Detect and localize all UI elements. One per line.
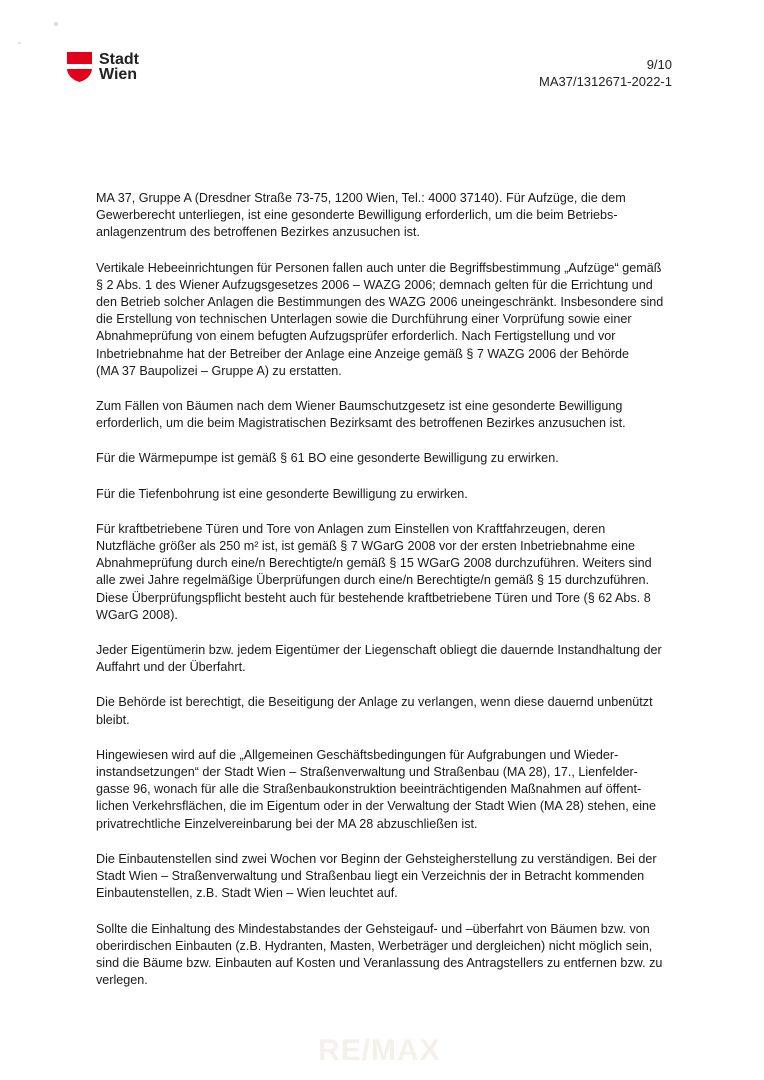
paragraph-mindestabstand: [96, 921, 681, 990]
paragraph-agb: [96, 747, 681, 833]
text-line: Die Einbautenstellen sind zwei Wochen vor Beginn der Gehsteigherstellung zu verständigen. Bei der: [96, 851, 657, 866]
text-line: gasse 96, wonach für alle die Straßenbaukonstruktion beeinträchtigenden Maßnahmen auf öffent-: [96, 782, 642, 797]
text-line: Für die Wärmepumpe ist gemäß § 61 BO eine gesonderte Bewilligung zu erwirken.: [96, 451, 559, 466]
text-line: Vertikale Hebeeinrichtungen für Personen fallen auch unter die Begriffsbestimmung „Aufzüge“ gemäß: [96, 260, 662, 275]
text-line: § 2 Abs. 1 des Wiener Aufzugsgesetzes 2006 – WAZG 2006; demnach gelten für die Errichtung und: [96, 277, 653, 292]
text-line: die Erstellung von technischen Unterlagen sowie die Durchführung einer Vorprüfung sowie einer: [96, 312, 632, 327]
paragraph-einbautenstellen: [96, 851, 681, 903]
text-line: Einbautenstellen, z.B. Stadt Wien – Wien leuchtet auf.: [96, 886, 398, 901]
text-line: Gewerberecht unterliegen, ist eine gesonderte Bewilligung erforderlich, um die beim Betriebs-: [96, 208, 618, 223]
text-line: Für die Tiefenbohrung ist eine gesonderte Bewilligung zu erwirken.: [96, 486, 468, 501]
logo-line-1: Stadt: [99, 51, 139, 68]
paragraph-tiefenbohrung: [96, 486, 681, 503]
text-line: Nutzfläche größer als 250 m² ist, ist gemäß § 7 WGarG 2008 vor der ersten Inbetriebnahme eine: [96, 539, 635, 554]
text-line: MA 37, Gruppe A (Dresdner Straße 73-75, 1200 Wien, Tel.: 4000 37140). Für Aufzüge, die dem: [96, 191, 626, 205]
text-line: verlegen.: [96, 973, 148, 988]
text-line: Stadt Wien – Straßenverwaltung und Straßenbau liegt ein Verzeichnis der in Betracht kommenden: [96, 869, 645, 884]
text-line: (MA 37 Baupolizei – Gruppe A) zu erstatten.: [96, 363, 342, 378]
text-line: Auffahrt und der Überfahrt.: [96, 660, 246, 675]
text-line: Jeder Eigentümerin bzw. jedem Eigentümer der Liegenschaft obliegt die dauernde Instandhaltung der: [96, 643, 662, 658]
text-line: lichen Verkehrsflächen, die im Eigentum oder in der Verwaltung der Stadt Wien (MA 28) stehen, eine: [96, 799, 657, 814]
logo-line-2: Wien: [99, 66, 138, 83]
remax-watermark: RE/MAX: [318, 1034, 441, 1067]
text-line: instandsetzungen“ der Stadt Wien – Straßenverwaltung und Straßenbau (MA 28), 17., Lienfelder-: [96, 765, 638, 780]
scan-speck: [18, 42, 21, 44]
paragraph-baumschutz: [96, 398, 681, 432]
paragraph-tore: [96, 521, 681, 624]
text-line: oberirdischen Einbauten (z.B. Hydranten, Masten, Werbeträger und dergleichen) nicht möglich sein,: [96, 938, 653, 953]
reference-number: MA37/1312671-2022-1: [539, 74, 672, 89]
paragraph-instandhaltung: [96, 642, 681, 676]
text-line: WGarG 2008).: [96, 607, 178, 622]
paragraph-beseitigung: [96, 694, 681, 728]
text-line: bleibt.: [96, 712, 130, 727]
document-meta: [539, 56, 672, 90]
text-line: Diese Überprüfungspflicht besteht auch für bestehende kraftbetriebene Türen und Tore (§ 62 Abs. 8: [96, 590, 651, 605]
text-line: Abnahmeprüfung von einem befugten Aufzugsprüfer erforderlich. Nach Fertigstellung und vor: [96, 329, 616, 344]
page-number: 9/10: [646, 57, 672, 72]
paragraph-ma37: [96, 190, 681, 242]
text-line: Die Behörde ist berechtigt, die Beseitigung der Anlage zu verlangen, wenn diese dauernd unbenützt: [96, 695, 653, 710]
text-line: alle zwei Jahre regelmäßige Überprüfungen durch eine/n Berechtigte/n gemäß § 15 durchzuführen.: [96, 573, 650, 588]
text-line: erforderlich, um die beim Magistratischen Bezirksamt des betroffenen Bezirkes anzusuchen ist.: [96, 416, 626, 431]
text-line: den Betrieb solcher Anlagen die Bestimmungen des WAZG 2006 uneingeschränkt. Insbesondere sind: [96, 295, 664, 310]
vienna-shield-icon: [66, 51, 93, 83]
text-line: Sollte die Einhaltung des Mindestabstandes der Gehsteigauf- und –überfahrt von Bäumen bzw. von: [96, 921, 650, 936]
text-line: Hingewiesen wird auf die „Allgemeinen Geschäftsbedingungen für Aufgrabungen und Wieder-: [96, 747, 619, 762]
paragraph-waermepumpe: [96, 450, 681, 467]
text-line: privatrechtliche Einzelvereinbarung bei der MA 28 abzuschließen ist.: [96, 816, 478, 831]
stadt-wien-logo: [66, 51, 139, 83]
text-line: anlagenzentrum des betroffenen Bezirkes anzusuchen ist.: [96, 225, 420, 240]
text-line: Abnahmeprüfung durch eine/n Berechtigte/n gemäß § 15 WGarG 2008 durchzuführen. Weiters sind: [96, 556, 652, 571]
text-line: Für kraftbetriebene Türen und Tore von Anlagen zum Einstellen von Kraftfahrzeugen, deren: [96, 521, 606, 536]
paragraph-hebeeinrichtungen: [96, 260, 681, 380]
body-text: [96, 190, 681, 989]
text-line: sind die Bäume bzw. Einbauten auf Kosten und Veranlassung des Antragstellers zu entfernen bzw. zu: [96, 955, 663, 970]
scan-speck: [54, 22, 58, 26]
text-line: Inbetriebnahme hat der Betreiber der Anlage eine Anzeige gemäß § 7 WAZG 2006 der Behörde: [96, 346, 630, 361]
text-line: Zum Fällen von Bäumen nach dem Wiener Baumschutzgesetz ist eine gesonderte Bewilligung: [96, 399, 623, 414]
